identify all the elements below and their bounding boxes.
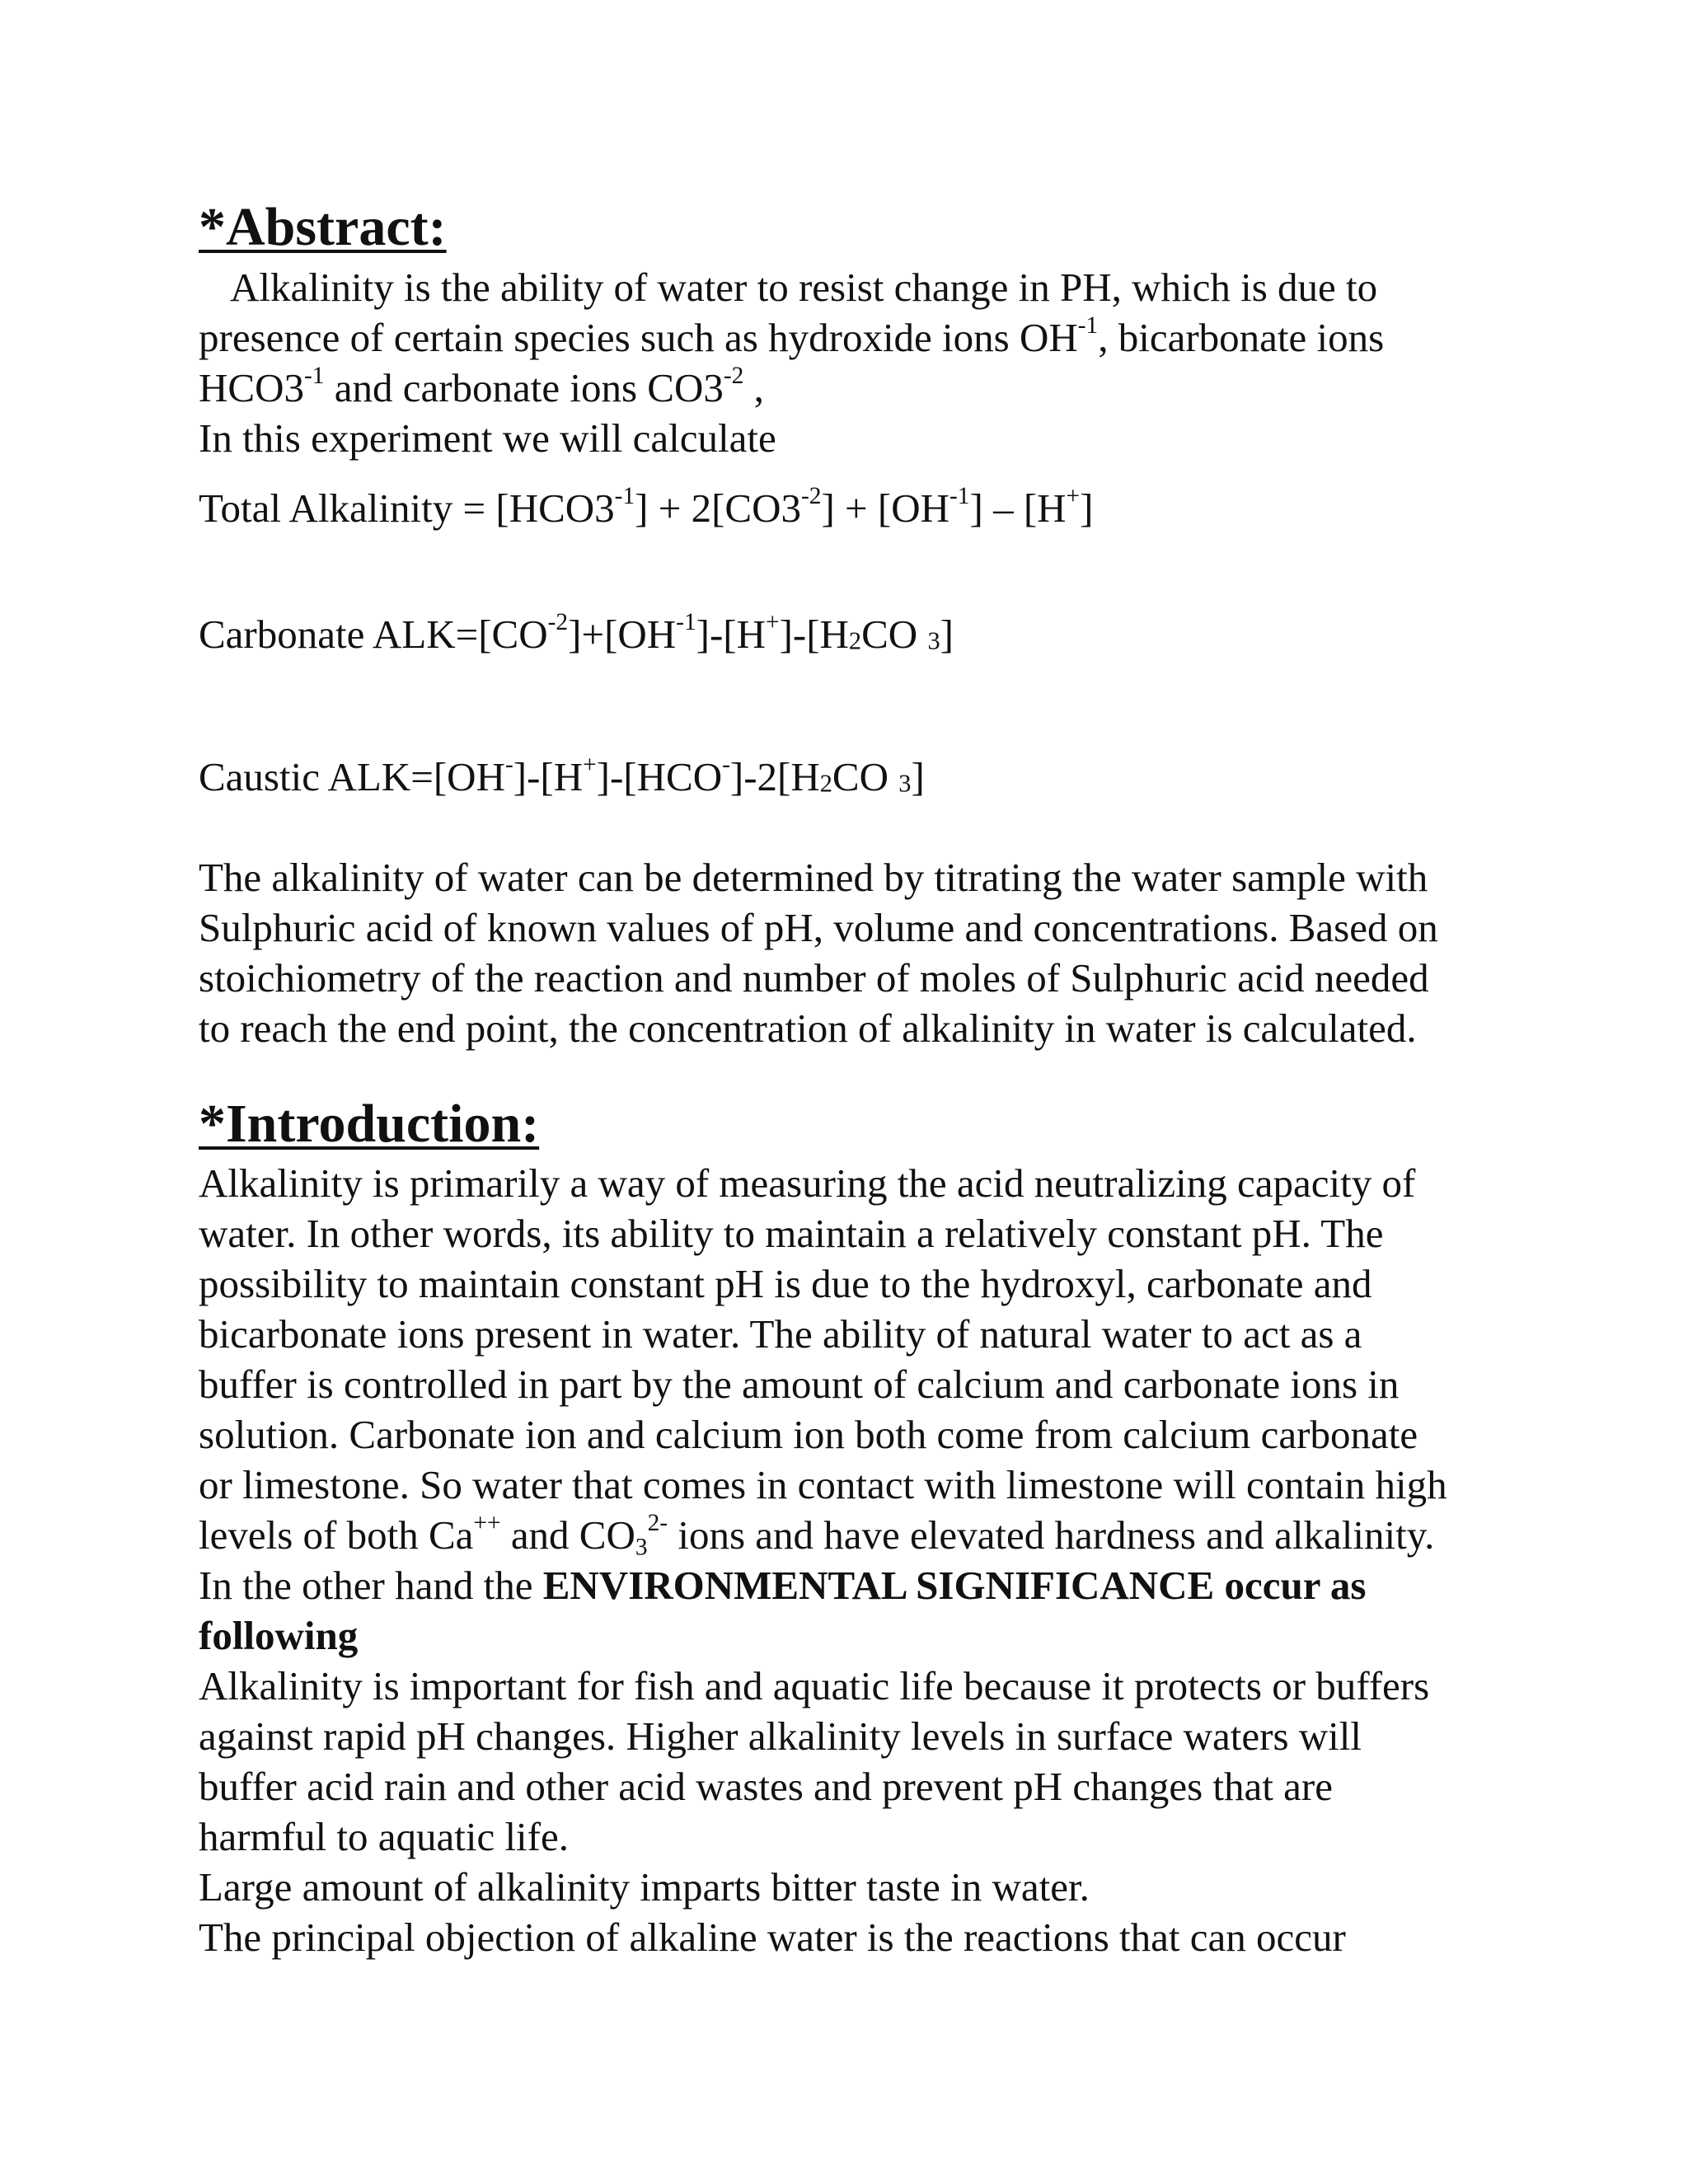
paragraph-line: buffer is controlled in part by the amount of calcium and carbonate ions in [199,1361,1400,1407]
superscript: -1 [303,362,325,389]
introduction-heading: *Introduction: [199,1094,540,1154]
paragraph-line: to reach the end point, the concentration of alkalinity in water is calculated. [199,1005,1417,1051]
paragraph-line: stoichiometry of the reaction and number of moles of Sulphuric acid needed [199,955,1429,1001]
paragraph-line: harmful to aquatic life. [199,1814,569,1859]
equation-line [199,483,1517,533]
superscript: -1 [676,608,696,635]
bold-text: ENVIRONMENTAL SIGNIFICANCE occur as [542,1563,1367,1608]
text-run: and CO [500,1512,635,1558]
equation-line [199,609,1517,667]
paragraph-line: or limestone. So water that comes in contact with limestone will contain high [199,1462,1447,1507]
caustic-alkalinity-equation [199,752,1517,809]
paragraph-line: solution. Carbonate ion and calcium ion both come from calcium carbonate [199,1412,1418,1457]
text-run: ]-[H [513,754,584,799]
abstract-intro-line-1: Alkalinity is the ability of water to resist change in PH, which is due to [230,265,1378,310]
equation-line [199,752,1517,809]
paragraph-line: Large amount of alkalinity imparts bitter taste in water. [199,1864,1090,1910]
superscript: 2- [647,1509,668,1536]
paragraph-line: Alkalinity is important for fish and aquatic life because it protects or buffers [199,1663,1430,1708]
text-run: presence of certain species such as hydroxide ions OH [199,315,1078,360]
abstract-paragraph [199,852,1517,1053]
subscript: 3 [927,626,940,655]
text-run: ] [1080,485,1094,531]
superscript: -1 [1077,312,1099,339]
paragraph-line: The principal objection of alkaline water is the reactions that can occur [199,1915,1346,1960]
introduction-body [199,1158,1517,1962]
text-run: ] [911,754,925,799]
text-run: Carbonate ALK=[CO [199,612,548,657]
text-run: CO [832,754,889,799]
text-run: levels of both Ca [199,1512,474,1558]
superscript: + [766,608,780,635]
text-run: Total Alkalinity = [HCO3 [199,485,615,531]
text-run: ] [940,612,954,657]
text-run: , [743,365,764,410]
text-run: ]-[H [696,612,766,657]
text-run: CO [861,612,918,657]
text-run: ]+[OH [568,612,677,657]
superscript: + [1066,482,1081,509]
superscript: + [583,751,597,778]
abstract-intro-line-4: In this experiment we will calculate [199,415,776,461]
carbonate-alkalinity-equation [199,609,1517,667]
abstract-intro [199,262,1517,463]
text-run: ]-2[H [729,754,820,799]
superscript: ++ [473,1509,501,1536]
paragraph-line: Alkalinity is primarily a way of measuring the acid neutralizing capacity of [199,1160,1416,1206]
paragraph-line: buffer acid rain and other acid wastes and prevent pH changes that are [199,1764,1333,1809]
superscript: - [504,751,513,778]
superscript: -2 [800,482,822,509]
superscript: - [722,751,730,778]
paragraph-line [199,1510,1517,1560]
abstract-heading: *Abstract: [199,197,447,257]
superscript: -2 [547,608,569,635]
text-run: ] + [OH [821,485,950,531]
text-run: ] + 2[CO3 [635,485,801,531]
paragraph-line: against rapid pH changes. Higher alkalinity levels in surface waters will [199,1713,1362,1759]
superscript: -2 [723,362,744,389]
text-run: Caustic ALK=[OH [199,754,505,799]
text-run: ] – [H [969,485,1067,531]
paragraph-line: possibility to maintain constant pH is due to the hydroxyl, carbonate and [199,1261,1372,1306]
paragraph-line: water. In other words, its ability to maintain a relatively constant pH. The [199,1211,1384,1256]
superscript: -1 [614,482,635,509]
text-run: ]-[HCO [596,754,723,799]
paragraph-line: Sulphuric acid of known values of pH, volume and concentrations. Based on [199,905,1438,950]
text-run: , bicarbonate ions [1098,315,1385,360]
text-run: and carbonate ions CO3 [324,365,724,410]
subscript: 2 [848,626,862,655]
text-run: HCO3 [199,365,304,410]
text-run: ions and have elevated hardness and alkalinity. [668,1512,1435,1558]
paragraph-line: bicarbonate ions present in water. The ability of natural water to act as a [199,1311,1362,1357]
abstract-intro-line-3 [199,363,1517,413]
paragraph-line [199,1560,1517,1610]
abstract-intro-line-2 [199,312,1517,363]
paragraph-line: following [199,1613,359,1658]
paragraph-line: The alkalinity of water can be determined by titrating the water sample with [199,855,1428,900]
text-run: In the other hand the [199,1563,543,1608]
subscript: 3 [898,769,912,798]
total-alkalinity-equation [199,483,1517,533]
superscript: -1 [950,482,970,509]
subscript: 3 [635,1534,648,1561]
subscript: 2 [819,769,832,798]
text-run: ]-[H [779,612,849,657]
